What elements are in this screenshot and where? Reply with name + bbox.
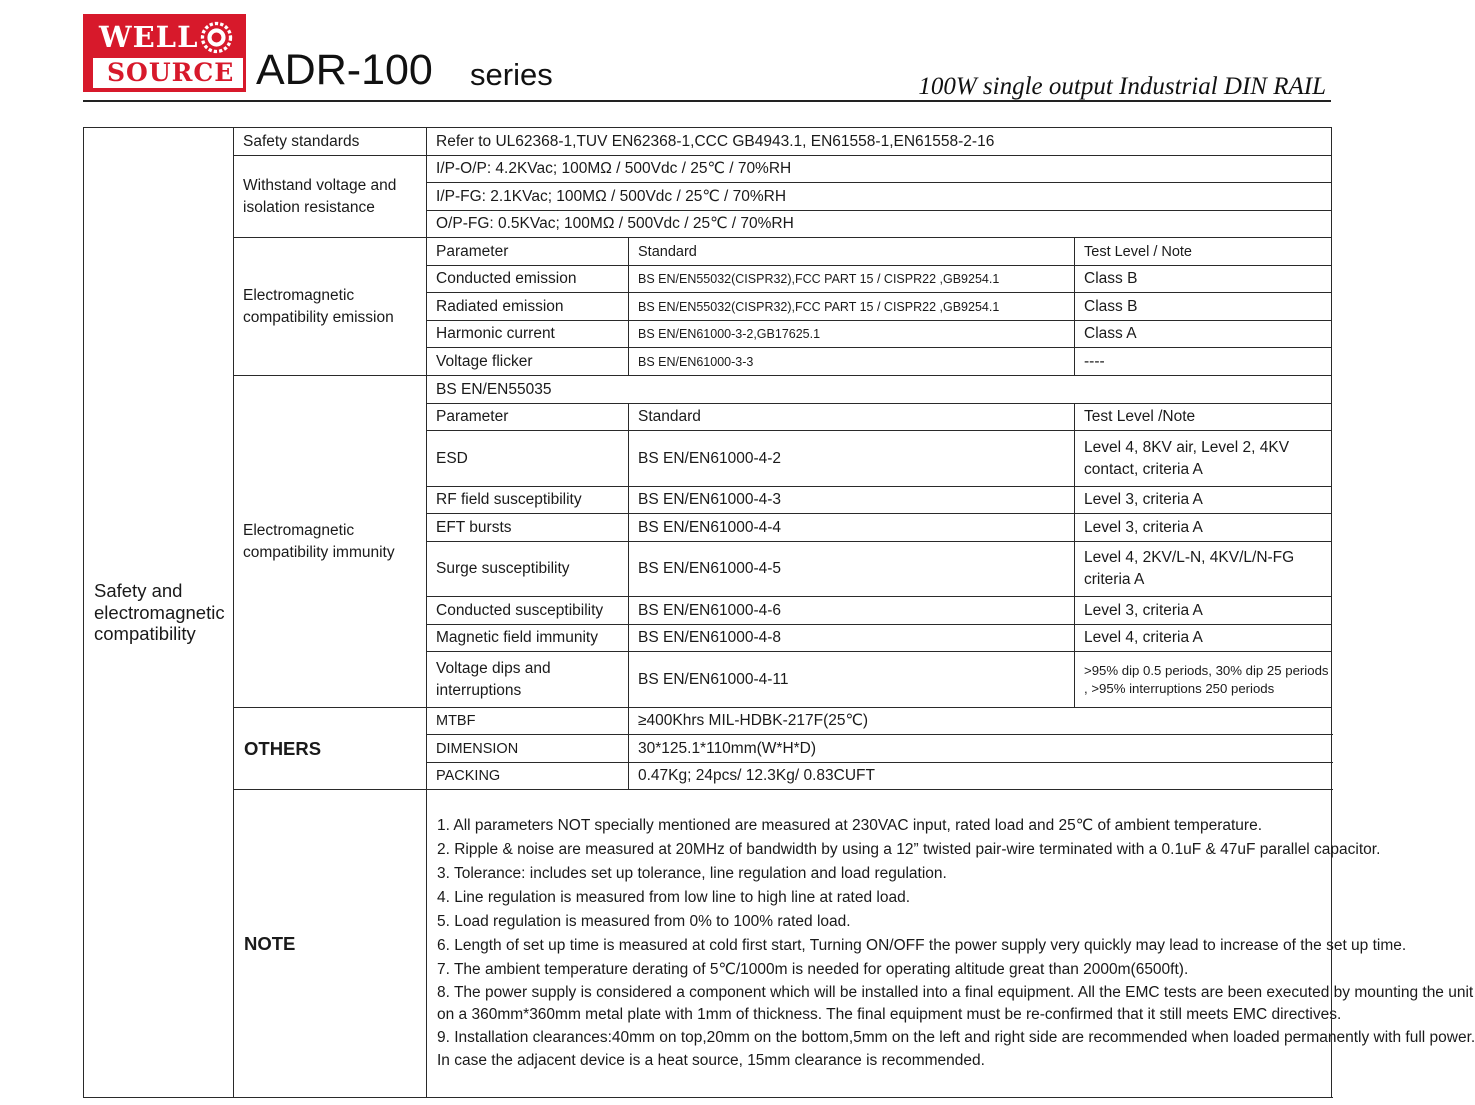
immunity-parameter: ESD <box>427 431 629 487</box>
immunity-test-level: Level 3, criteria A <box>1075 597 1332 625</box>
immunity-standard-ref: BS EN/EN61000-4-2 <box>629 431 1075 487</box>
table-row <box>84 790 1332 1098</box>
logo-text-well: WELL <box>99 20 199 54</box>
immunity-parameter: RF field susceptibility <box>427 487 629 514</box>
note-line: 8. The power supply is considered a component which will be installed into a final equipment. All the EMC tests are been executed by mounting the unit <box>437 984 1474 1001</box>
emission-parameter: Voltage flicker <box>427 348 629 376</box>
immunity-standard-ref: BS EN/EN61000-4-5 <box>629 542 1075 597</box>
immunity-parameter: Surge susceptibility <box>427 542 629 597</box>
note-line: 9. Installation clearances:40mm on top,20mm on the bottom,5mm on the left and right side are recommended when loaded permanently with full power. <box>437 1029 1475 1046</box>
packing-value: 0.47Kg; 24pcs/ 12.3Kg/ 0.83CUFT <box>629 763 1332 790</box>
immunity-standard-ref: BS EN/EN61000-4-8 <box>629 625 1075 652</box>
immunity-standard-ref: BS EN/EN61000-4-4 <box>629 514 1075 542</box>
well-source-logo <box>83 14 246 92</box>
safety-standards-value: Refer to UL62368-1,TUV EN62368-1,CCC GB4943.1, EN61558-1,EN61558-2-16 <box>427 128 1332 156</box>
emission-parameter: Harmonic current <box>427 321 629 348</box>
immunity-standard-ref: BS EN/EN61000-4-3 <box>629 487 1075 514</box>
table-row <box>84 238 1332 266</box>
note-line: 2. Ripple & noise are measured at 20MHz of bandwidth by using a 12” twisted pair-wire terminated with a 0.1uF & 47uF parallel capacitor. <box>437 841 1381 858</box>
row-label-emc-immunity: Electromagnetic compatibility immunity <box>234 376 427 708</box>
immunity-standard: BS EN/EN55035 <box>427 376 1332 404</box>
immunity-parameter: EFT bursts <box>427 514 629 542</box>
group-note: NOTE <box>234 790 427 1098</box>
immunity-test-level: Level 4, 8KV air, Level 2, 4KV contact, criteria A <box>1075 431 1332 487</box>
logo-band <box>93 58 243 88</box>
note-line: 6. Length of set up time is measured at cold first start, Turning ON/OFF the power supply very quickly may lead to increase of the set up time. <box>437 937 1407 954</box>
header-divider <box>83 100 1331 102</box>
note-line: 5. Load regulation is measured from 0% to 100% rated load. <box>437 913 851 930</box>
row-label-safety-standards: Safety standards <box>234 128 427 156</box>
withstand-value: I/P-O/P: 4.2KVac; 100MΩ / 500Vdc / 25℃ / 70%RH <box>427 156 1332 183</box>
immunity-parameter: Magnetic field immunity <box>427 625 629 652</box>
immunity-test-level: Level 4, criteria A <box>1075 625 1332 652</box>
emission-parameter: Radiated emission <box>427 293 629 321</box>
emission-header-test-level: Test Level / Note <box>1075 238 1332 266</box>
note-line: 1. All parameters NOT specially mentioned are measured at 230VAC input, rated load and 25℃ of ambient temperature. <box>437 817 1263 834</box>
row-label-packing: PACKING <box>427 763 629 790</box>
emission-header-standard: Standard <box>629 238 1075 266</box>
row-label-emc-emission: Electromagnetic compatibility emission <box>234 238 427 376</box>
immunity-parameter: Conducted susceptibility <box>427 597 629 625</box>
table-row <box>84 128 1332 156</box>
emission-test-level: Class B <box>1075 293 1332 321</box>
gear-icon <box>200 21 233 54</box>
row-label-withstand: Withstand voltage and isolation resistance <box>234 156 427 238</box>
note-line: 4. Line regulation is measured from low line to high line at rated load. <box>437 889 911 906</box>
immunity-parameter: Voltage dips and interruptions <box>427 652 629 708</box>
series-label: series <box>470 57 553 92</box>
withstand-value: O/P-FG: 0.5KVac; 100MΩ / 500Vdc / 25℃ / 70%RH <box>427 211 1332 238</box>
table-row <box>84 708 1332 735</box>
withstand-value: I/P-FG: 2.1KVac; 100MΩ / 500Vdc / 25℃ / 70%RH <box>427 183 1332 211</box>
emission-standard: BS EN/EN61000-3-2,GB17625.1 <box>629 321 1075 348</box>
table-row <box>84 156 1332 183</box>
note-line: 7. The ambient temperature derating of 5℃/1000m is needed for operating altitude great than 2000m(6500ft). <box>437 961 1189 978</box>
product-subtitle: 100W single output Industrial DIN RAIL <box>918 73 1326 100</box>
emission-parameter: Conducted emission <box>427 266 629 293</box>
emission-standard: BS EN/EN55032(CISPR32),FCC PART 15 / CISPR22 ,GB9254.1 <box>629 266 1075 293</box>
row-label-dimension: DIMENSION <box>427 735 629 763</box>
table-row <box>84 376 1332 404</box>
immunity-header-test-level: Test Level /Note <box>1075 404 1332 431</box>
emission-standard: BS EN/EN61000-3-3 <box>629 348 1075 376</box>
emission-test-level: ---- <box>1075 348 1332 376</box>
emission-header-parameter: Parameter <box>427 238 629 266</box>
immunity-test-level: Level 3, criteria A <box>1075 514 1332 542</box>
immunity-header-parameter: Parameter <box>427 404 629 431</box>
note-list <box>427 790 1475 1098</box>
mtbf-value: ≥400Khrs MIL-HDBK-217F(25℃) <box>629 708 1332 735</box>
note-line: 3. Tolerance: includes set up tolerance, line regulation and load regulation. <box>437 865 947 882</box>
spec-table <box>83 127 1475 1098</box>
immunity-standard-ref: BS EN/EN61000-4-11 <box>629 652 1075 708</box>
dimension-value: 30*125.1*110mm(W*H*D) <box>629 735 1332 763</box>
immunity-standard-ref: BS EN/EN61000-4-6 <box>629 597 1075 625</box>
model-title: ADR-100 <box>256 46 433 94</box>
emission-test-level: Class A <box>1075 321 1332 348</box>
note-line: on a 360mm*360mm metal plate with 1mm of thickness. The final equipment must be re-confirmed that it still meets EMC directives. <box>437 1006 1342 1023</box>
row-label-mtbf: MTBF <box>427 708 629 735</box>
immunity-test-level: >95% dip 0.5 periods, 30% dip 25 periods , >95% interruptions 250 periods <box>1075 652 1332 708</box>
group-others: OTHERS <box>234 708 427 790</box>
emission-standard: BS EN/EN55032(CISPR32),FCC PART 15 / CISPR22 ,GB9254.1 <box>629 293 1075 321</box>
immunity-header-standard: Standard <box>629 404 1075 431</box>
immunity-test-level: Level 3, criteria A <box>1075 487 1332 514</box>
immunity-test-level: Level 4, 2KV/L-N, 4KV/L/N-FG criteria A <box>1075 542 1332 597</box>
note-line: In case the adjacent device is a heat source, 15mm clearance is recommended. <box>437 1052 985 1069</box>
group-safety-emc: Safety and electromagnetic compatibility <box>84 128 234 1098</box>
logo-text-source: SOURCE <box>107 58 235 87</box>
emission-test-level: Class B <box>1075 266 1332 293</box>
